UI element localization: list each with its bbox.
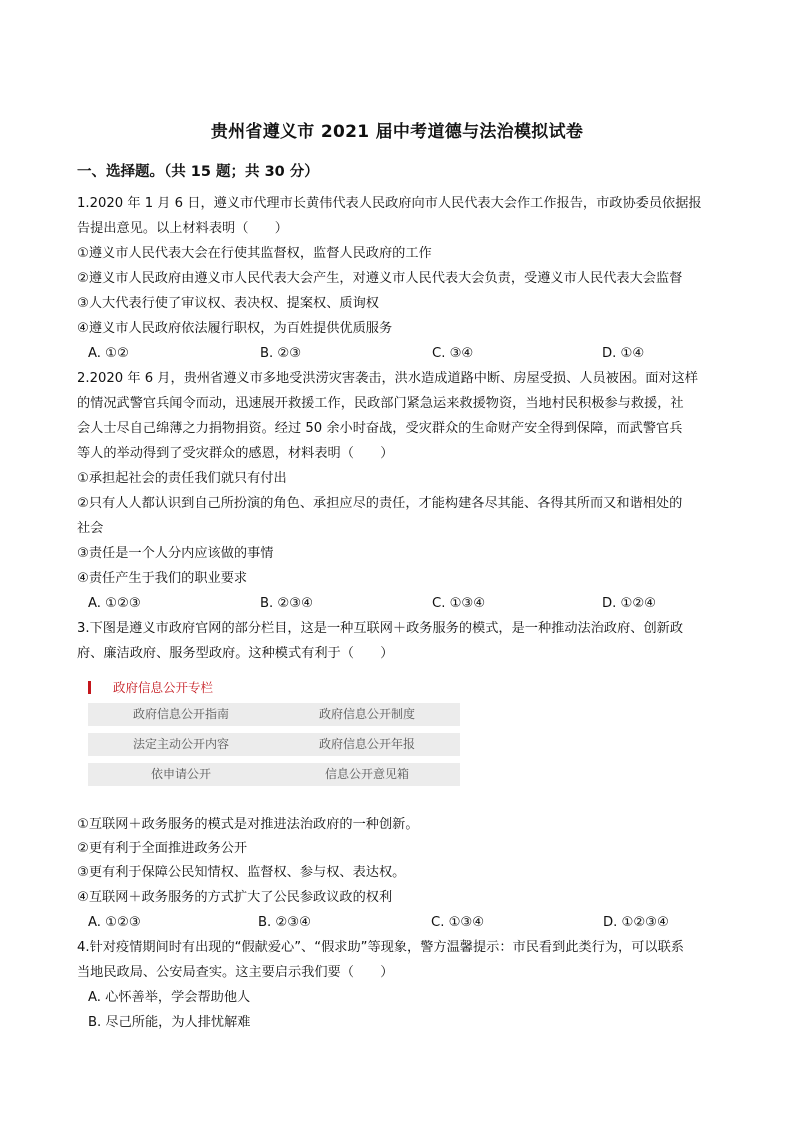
panel-link-annual-report[interactable]: 政府信息公开年报 [274,733,460,756]
panel-header [88,678,213,696]
q3-line-2: 府、廉洁政府、服务型政府。这种模式有利于（ ） [77,646,394,661]
q2-statement-2: ②只有人人都认识到自己所扮演的角色、承担应尽的责任，才能构建各尽其能、各得其所而又和谐相处的 [77,496,683,511]
q4-line-2: 当地民政局、公安局查实。这主要启示我们要（ ） [77,965,394,980]
panel-link-content[interactable]: 法定主动公开内容 [88,733,274,756]
q3-line-1: 3.下图是遵义市政府官网的部分栏目，这是一种互联网＋政务服务的模式，是一种推动法治政府、创新政 [77,621,684,636]
panel-accent-bar [88,681,91,694]
panel-link-application[interactable]: 依申请公开 [88,763,274,786]
q2-option-b[interactable]: B. ②③④ [260,596,313,611]
q2-statement-1: ①承担起社会的责任我们就只有付出 [77,471,287,486]
q1-statement-2: ②遵义市人民政府由遵义市人民代表大会产生，对遵义市人民代表大会负责，受遵义市人民代表大会监督 [77,271,683,286]
q3-statement-2: ②更有利于全面推进政务公开 [77,841,248,856]
gov-info-panel [88,678,460,790]
q1-option-b[interactable]: B. ②③ [260,346,302,361]
q1-statement-1: ①遵义市人民代表大会在行使其监督权，监督人民政府的工作 [77,246,432,261]
q1-option-c[interactable]: C. ③④ [432,346,474,361]
q3-option-a[interactable]: A. ①②③ [88,915,141,930]
q1-option-a[interactable]: A. ①② [88,346,129,361]
q1-line-1: 1.2020 年 1 月 6 日，遵义市代理市长黄伟代表人民政府向市人民代表大会作工作报告，市政协委员依据报 [77,196,702,211]
q2-line-4: 等人的举动得到了受灾群众的感恩，材料表明（ ） [77,446,394,461]
q2-statement-4: ④责任产生于我们的职业要求 [77,571,248,586]
q2-option-c[interactable]: C. ①③④ [432,596,486,611]
panel-link-system[interactable]: 政府信息公开制度 [274,703,460,726]
panel-link-feedback[interactable]: 信息公开意见箱 [274,763,460,786]
q1-statement-3: ③人大代表行使了审议权、表决权、提案权、质询权 [77,296,379,311]
q4-option-a[interactable]: A. 心怀善举，学会帮助他人 [88,990,251,1005]
section-heading: 一、选择题。（共 15 题；共 30 分） [77,164,319,180]
q3-option-c[interactable]: C. ①③④ [431,915,485,930]
q4-option-b[interactable]: B. 尽己所能，为人排忧解难 [88,1015,251,1030]
q3-statement-3: ③更有利于保障公民知情权、监督权、参与权、表达权。 [77,865,406,880]
q2-line-1: 2.2020 年 6 月，贵州省遵义市多地受洪涝灾害袭击，洪水造成道路中断、房屋受损、人员被困。面对这样 [77,371,698,386]
q2-line-2: 的情况武警官兵闻令而动，迅速展开救援工作，民政部门紧急运来救援物资，当地村民积极参与救援，社 [77,396,684,411]
q2-statement-3: ③责任是一个人分内应该做的事情 [77,546,274,561]
q1-option-d[interactable]: D. ①④ [602,346,645,361]
panel-title: 政府信息公开专栏 [113,680,214,695]
q3-statement-1: ①互联网＋政务服务的模式是对推进法治政府的一种创新。 [77,817,419,832]
q2-option-d[interactable]: D. ①②④ [602,596,657,611]
q3-option-b[interactable]: B. ②③④ [258,915,311,930]
q1-line-2: 告提出意见。以上材料表明（ ） [77,221,288,236]
q3-option-d[interactable]: D. ①②③④ [603,915,669,930]
q2-line-3: 会人士尽自己绵薄之力捐物捐资。经过 50 余小时奋战，受灾群众的生命财产安全得到保障，而武警官兵 [77,421,683,436]
page-title: 贵州省遵义市 2021 届中考道德与法治模拟试卷 [210,122,584,142]
q2-statement-2-cont: 社会 [77,521,104,536]
q1-statement-4: ④遵义市人民政府依法履行职权，为百姓提供优质服务 [77,321,393,336]
q4-line-1: 4.针对疫情期间时有出现的“假献爱心”、“假求助”等现象，警方温馨提示：市民看到此类行为，可以联系 [77,940,684,955]
q2-option-a[interactable]: A. ①②③ [88,596,141,611]
q3-statement-4: ④互联网＋政务服务的方式扩大了公民参政议政的权利 [77,890,393,905]
panel-link-guide[interactable]: 政府信息公开指南 [88,703,274,726]
